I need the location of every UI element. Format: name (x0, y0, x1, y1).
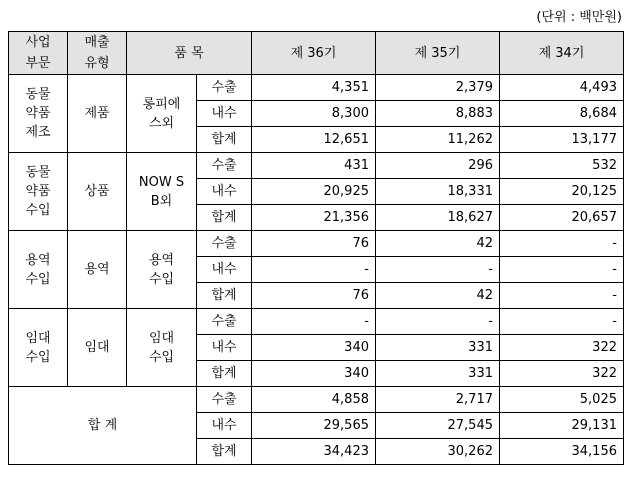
segment-cell: 동물 약품 제조 (9, 75, 68, 153)
table-row (9, 309, 624, 335)
row-label: 합계 (197, 127, 252, 153)
item-cell: NOW S B외 (127, 153, 197, 231)
value-cell: 42 (376, 231, 500, 257)
value-cell: 20,125 (500, 179, 624, 205)
item-cell: 롱피에 스외 (127, 75, 197, 153)
value-cell: 340 (252, 361, 376, 387)
row-label: 합계 (197, 361, 252, 387)
table-body (9, 75, 624, 465)
header-period-35: 제 35기 (376, 32, 500, 75)
value-cell: 13,177 (500, 127, 624, 153)
value-cell: - (500, 309, 624, 335)
value-cell: 29,565 (252, 413, 376, 439)
type-cell: 용역 (68, 231, 127, 309)
row-label: 수출 (197, 387, 252, 413)
total-row (9, 387, 624, 413)
value-cell: 27,545 (376, 413, 500, 439)
value-cell: 2,379 (376, 75, 500, 101)
value-cell: - (500, 257, 624, 283)
value-cell: - (252, 309, 376, 335)
item-cell: 임대 수입 (127, 309, 197, 387)
row-label: 내수 (197, 413, 252, 439)
total-label: 합 계 (9, 387, 197, 465)
value-cell: 340 (252, 335, 376, 361)
row-label: 합계 (197, 283, 252, 309)
value-cell: 42 (376, 283, 500, 309)
row-label: 내수 (197, 257, 252, 283)
value-cell: 29,131 (500, 413, 624, 439)
value-cell: 331 (376, 361, 500, 387)
value-cell: 4,493 (500, 75, 624, 101)
table-row (9, 231, 624, 257)
value-cell: 76 (252, 283, 376, 309)
header-type: 매출 유형 (68, 32, 127, 75)
value-cell: 431 (252, 153, 376, 179)
sales-table (8, 31, 624, 465)
value-cell: - (376, 257, 500, 283)
row-label: 합계 (197, 205, 252, 231)
value-cell: 20,657 (500, 205, 624, 231)
value-cell: 34,423 (252, 439, 376, 465)
value-cell: 18,627 (376, 205, 500, 231)
segment-cell: 용역 수입 (9, 231, 68, 309)
row-label: 내수 (197, 179, 252, 205)
value-cell: - (252, 257, 376, 283)
value-cell: 331 (376, 335, 500, 361)
table-row (9, 153, 624, 179)
value-cell: 322 (500, 361, 624, 387)
value-cell: 30,262 (376, 439, 500, 465)
value-cell: 322 (500, 335, 624, 361)
row-label: 내수 (197, 335, 252, 361)
value-cell: 8,300 (252, 101, 376, 127)
value-cell: 20,925 (252, 179, 376, 205)
value-cell: 5,025 (500, 387, 624, 413)
row-label: 수출 (197, 75, 252, 101)
value-cell: - (500, 283, 624, 309)
item-cell: 용역 수입 (127, 231, 197, 309)
segment-cell: 임대 수입 (9, 309, 68, 387)
value-cell: 8,684 (500, 101, 624, 127)
value-cell: 296 (376, 153, 500, 179)
value-cell: - (500, 231, 624, 257)
value-cell: 4,858 (252, 387, 376, 413)
value-cell: 532 (500, 153, 624, 179)
table-row (9, 75, 624, 101)
value-cell: 34,156 (500, 439, 624, 465)
type-cell: 임대 (68, 309, 127, 387)
header-segment: 사업 부문 (9, 32, 68, 75)
row-label: 수출 (197, 153, 252, 179)
header-period-34: 제 34기 (500, 32, 624, 75)
value-cell: 4,351 (252, 75, 376, 101)
value-cell: 21,356 (252, 205, 376, 231)
value-cell: 11,262 (376, 127, 500, 153)
value-cell: 8,883 (376, 101, 500, 127)
header-period-36: 제 36기 (252, 32, 376, 75)
type-cell: 상품 (68, 153, 127, 231)
type-cell: 제품 (68, 75, 127, 153)
row-label: 수출 (197, 309, 252, 335)
unit-note: (단위 : 백만원) (536, 10, 622, 25)
value-cell: 18,331 (376, 179, 500, 205)
value-cell: 12,651 (252, 127, 376, 153)
row-label: 내수 (197, 101, 252, 127)
header-item: 품 목 (127, 32, 252, 75)
row-label: 합계 (197, 439, 252, 465)
value-cell: 76 (252, 231, 376, 257)
row-label: 수출 (197, 231, 252, 257)
header-row (9, 32, 624, 75)
value-cell: 2,717 (376, 387, 500, 413)
segment-cell: 동물 약품 수입 (9, 153, 68, 231)
value-cell: - (376, 309, 500, 335)
